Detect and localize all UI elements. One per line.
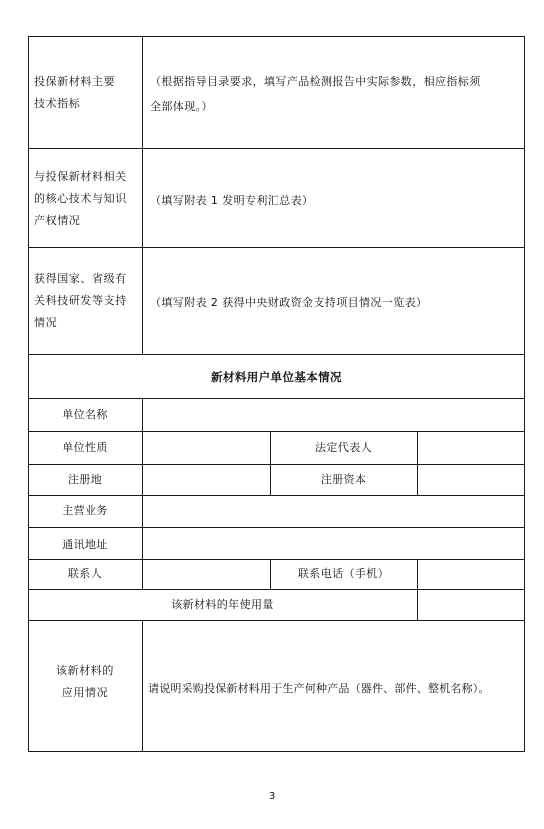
row-divider [28,527,525,528]
row-divider [28,620,525,621]
indicators-label: 投保新材料主要 技术指标 [34,75,116,110]
support-label: 获得国家、省级有 关科技研发等支持 情况 [34,272,127,329]
column-divider [142,36,143,355]
ip-label: 与投保新材料相关 的核心技术与知识 产权情况 [34,170,127,227]
unit-name-label: 单位名称 [62,408,108,421]
section-title: 新材料用户单位基本情况 [211,370,342,384]
table-border [28,751,525,752]
annual-usage-label: 该新材料的年使用量 [171,598,274,611]
reg-place-label: 注册地 [67,473,103,486]
indicators-content-cont: 全部体现。） [150,100,213,113]
application-content: 请说明采购投保新材料用于生产何种产品（器件、部件、整机名称）。 [148,682,490,695]
contact-label: 联系人 [67,567,103,580]
column-divider [417,431,418,496]
ip-content: （填写附表 1 发明专利汇总表） [150,194,314,207]
column-divider [142,620,143,752]
row-divider [28,464,525,465]
main-business-label: 主营业务 [62,504,108,517]
phone-label: 联系电话（手机） [297,567,390,580]
reg-capital-label: 注册资本 [320,473,367,486]
unit-nature-label: 单位性质 [62,441,108,454]
application-label: 该新材料的 应用情况 [56,664,114,699]
row-divider [28,559,525,560]
row-divider [28,431,525,432]
row-divider [28,247,525,248]
row-divider [28,589,525,590]
column-divider [417,559,418,621]
legal-rep-label: 法定代表人 [315,441,372,454]
row-divider [28,354,525,355]
table-border [28,36,525,37]
row-divider [28,495,525,496]
row-divider [28,398,525,399]
table-border [524,36,525,752]
page-number: 3 [268,791,276,802]
row-divider [28,148,525,149]
table-border [28,36,29,752]
indicators-content: （根据指导目录要求，填写产品检测报告中实际参数，相应指标须 [150,75,481,88]
column-divider [142,398,143,590]
support-content: （填写附表 2 获得中央财政资金支持项目情况一览表） [150,296,428,309]
address-label: 通讯地址 [62,538,108,551]
